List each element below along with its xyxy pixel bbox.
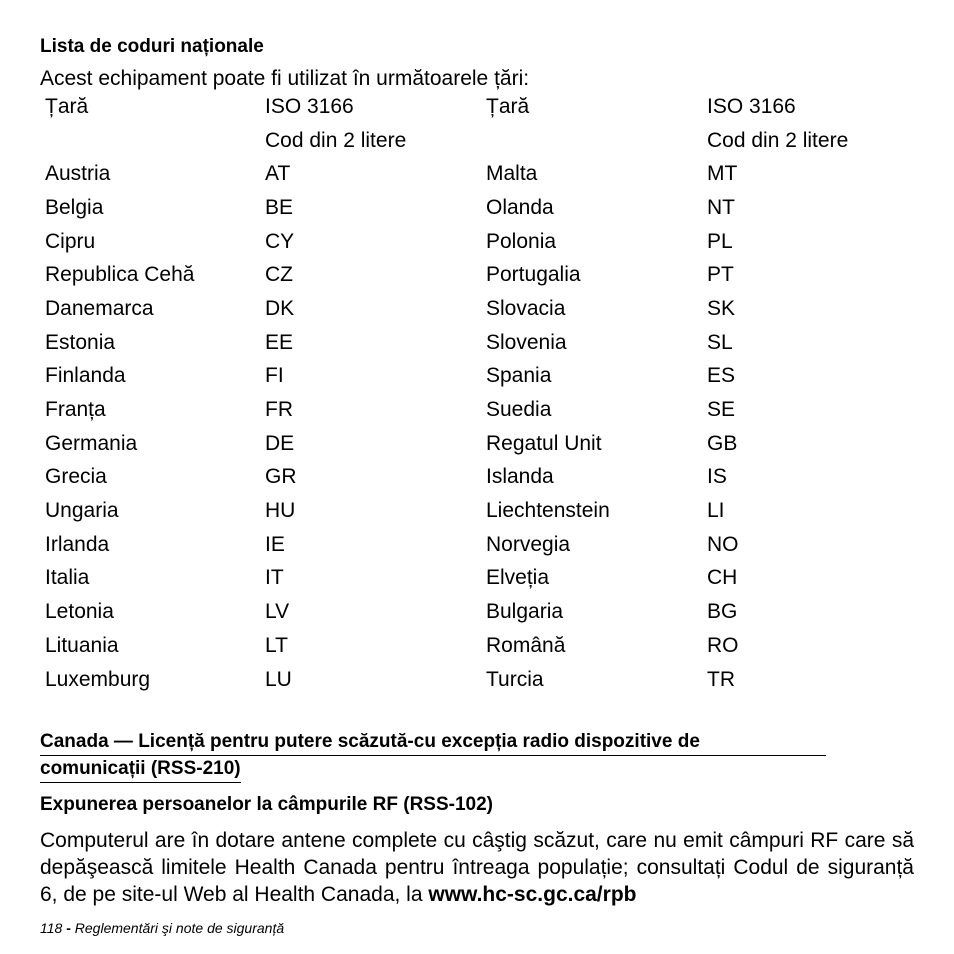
iso-code-1: FR [265,398,293,422]
table-row [40,595,924,629]
header-country-1: Țară [45,94,89,118]
iso-code-1: CY [265,229,295,253]
country-1: Lituania [45,633,119,657]
footer-separator: - [66,920,71,936]
header-country-2: Țară [486,94,530,118]
iso-code-1: DK [265,296,295,320]
iso-code-1: CZ [265,263,293,287]
table-row [40,191,924,225]
country-1: Cipru [45,229,96,253]
table-row [40,326,924,360]
country-2: Portugalia [486,263,581,287]
country-1: Grecia [45,465,107,489]
subheader-country-1 [40,124,260,158]
iso-code-1: EE [265,330,294,354]
country-1: Germania [45,431,138,455]
iso-code-2: CH [707,566,738,590]
table-row [40,427,924,461]
document-page [40,0,916,954]
country-1: Irlanda [45,532,110,556]
country-2: Regatul Unit [486,431,602,455]
iso-code-2: TR [707,667,735,691]
country-1: Letonia [45,600,114,624]
iso-code-1: LT [265,633,288,657]
iso-code-2: IS [707,465,727,489]
header-iso-1: ISO 3166 [265,94,354,118]
country-2: Turcia [486,667,544,691]
canada-heading-line2: comunicații (RSS-210) [40,756,241,783]
iso-code-1: AT [265,162,291,186]
rf-paragraph-text: Computerul are în dotare antene complete cu câştig scăzut, care nu emit câmpuri RF care să depăşească limitele Health Canada pentru întreaga populație; consultați Codul de siguranță 6, de pe site-ul Web al Health Canada, la [40,829,914,906]
country-1: Danemarca [45,296,154,320]
table-header-row [40,90,924,124]
country-1: Italia [45,566,90,590]
header-iso-2: ISO 3166 [707,94,796,118]
country-2: Polonia [486,229,557,253]
country-1: Finlanda [45,364,126,388]
country-2: Liechtenstein [486,499,610,523]
iso-code-1: LU [265,667,292,691]
country-1: Luxemburg [45,667,151,691]
country-codes-heading: Lista de coduri naționale [40,36,264,57]
page-footer [40,919,284,937]
table-row [40,528,924,562]
country-2: Suedia [486,398,552,422]
table-row [40,562,924,596]
country-1: Belgia [45,195,104,219]
table-row [40,157,924,191]
iso-code-1: DE [265,431,295,455]
iso-code-2: RO [707,633,739,657]
table-row [40,494,924,528]
country-codes-table [40,90,924,696]
iso-code-1: IT [265,566,284,590]
iso-code-2: SE [707,398,736,422]
country-2: Română [486,633,566,657]
subheader-country-2 [481,124,702,158]
iso-code-2: NO [707,532,739,556]
country-2: Slovacia [486,296,566,320]
country-1: Franța [45,398,106,422]
page-number: 118 [40,920,63,936]
iso-code-2: BG [707,600,738,624]
iso-code-2: NT [707,195,735,219]
table-row [40,292,924,326]
iso-code-2: ES [707,364,736,388]
iso-code-2: SL [707,330,733,354]
country-2: Bulgaria [486,600,564,624]
iso-code-1: HU [265,499,296,523]
iso-code-1: IE [265,532,285,556]
iso-code-2: MT [707,162,738,186]
table-row [40,393,924,427]
rf-exposure-paragraph [40,827,914,908]
table-row [40,629,924,663]
intro-text: Acest echipament poate fi utilizat în următoarele țări: [40,67,530,90]
iso-code-1: GR [265,465,297,489]
table-row [40,258,924,292]
iso-code-1: BE [265,195,294,219]
iso-code-2: PT [707,263,734,287]
country-2: Elveția [486,566,550,590]
country-1: Austria [45,162,111,186]
rf-exposure-heading: Expunerea persoanelor la câmpurile RF (RSS-102) [40,794,493,815]
iso-code-1: FI [265,364,284,388]
table-row [40,663,924,697]
country-2: Malta [486,162,538,186]
iso-code-2: LI [707,499,725,523]
footer-title: Reglementări şi note de siguranță [74,920,285,936]
table-row [40,360,924,394]
country-2: Olanda [486,195,554,219]
table-row [40,225,924,259]
canada-heading-line1: Canada — Licență pentru putere scăzută-cu excepția radio dispozitive de [40,729,826,756]
country-1: Estonia [45,330,116,354]
country-2: Slovenia [486,330,567,354]
health-canada-link[interactable]: www.hc-sc.gc.ca/rpb [428,883,637,906]
country-2: Spania [486,364,552,388]
iso-code-2: SK [707,296,736,320]
country-1: Ungaria [45,499,119,523]
subheader-iso-1: Cod din 2 litere [265,128,407,152]
country-1: Republica Cehă [45,263,195,287]
table-subheader-row [40,124,924,158]
canada-license-heading [40,729,826,783]
iso-code-2: PL [707,229,733,253]
table-row [40,461,924,495]
country-2: Norvegia [486,532,571,556]
iso-code-1: LV [265,600,290,624]
subheader-iso-2: Cod din 2 litere [707,128,849,152]
country-2: Islanda [486,465,554,489]
iso-code-2: GB [707,431,738,455]
